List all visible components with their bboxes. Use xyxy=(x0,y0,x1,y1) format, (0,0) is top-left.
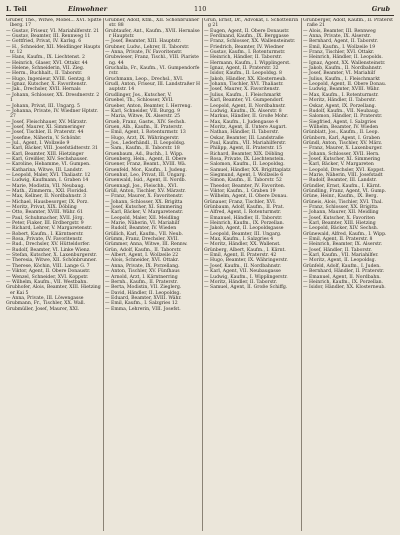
directory-entry: — Ignaz, Agent, II. Praterstr. 32 xyxy=(204,66,279,72)
directory-entry: — Jakob, Agent, II. Leopoldsgasse xyxy=(204,226,284,232)
directory-entry: — Ludwig, Kaufm., I. Wipplingerstr. xyxy=(204,274,288,280)
directory-entry: Grueber, Anton, Beamter, I. Herreng. xyxy=(105,103,192,109)
directory-entry: Gründl, Anton, Tischler, XV. März. xyxy=(303,140,383,146)
directory-entry: — Franz, Maurer, X. Laxenburger. xyxy=(303,146,383,152)
directory-entry: — Oskar, Beamter, III. Landstraße xyxy=(204,135,284,141)
directory-entry: Grünberger, Adolf, Kaufm., II. Praterstraße 21 xyxy=(303,18,393,29)
directory-entry: — Ludwig, Kaufmann, I. Graben 14 xyxy=(6,178,89,184)
directory-entry: Grümmer, Anna, Witwe, III. Rennw. xyxy=(105,242,188,248)
directory-entry: Gruchalla, Fr., Kaufm., VI. Gumpendorferstr. xyxy=(105,66,200,77)
directory-entry: — Johann, Schlosser, XX. Dresdnerstr. 21 xyxy=(6,92,100,104)
directory-entry: — Emil, Agent, II. Praterstr. 42 xyxy=(204,253,277,259)
directory-entry: — Rudolf, Beamter, III. Landstr. xyxy=(303,178,377,184)
directory-entry: — Rud., Drechsler, XV. Hütteldorfer. xyxy=(6,242,91,248)
column-3 xyxy=(204,18,300,531)
directory-entry: — Viktor, Agent, II. Obere Donaustr. xyxy=(6,269,91,275)
directory-entry: Grüne, Heinr., Kaufm., IX. Berg. xyxy=(303,194,378,200)
directory-entry: — Marie, Näherin, VI. Mariahilf xyxy=(105,221,180,227)
directory-entry: — H., Schneider, XII. Meidlinger Hauptstr. 12 xyxy=(6,44,101,56)
directory-entry: — Johanna, Private, IV. Wiedner Hptstr. 27 xyxy=(6,108,99,120)
directory-entry: Gruber, The., Witwe, Möbel... XVI. Spittelberg. 17 xyxy=(6,18,102,29)
directory-entry: — Eugen, Agent, II. Obere Donaustr. xyxy=(204,28,290,34)
directory-entry: Grümm, Franz, Drechsler, XVII. xyxy=(105,237,179,243)
directory-entry: — Rudolf, Kaufm., VII. Neubaug. xyxy=(303,108,380,114)
directory-entry: — Sam., Kaufm., II. Taborstr. 18 xyxy=(105,146,180,152)
directory-entry: — Franz, Maurer, X. Favoritenstr. xyxy=(105,194,184,200)
directory-entry: Grubner, Ludw., Lehrer, II. Taborstr. xyxy=(105,44,190,50)
directory-entry: — David, Händler, II. Leopoldsg. xyxy=(105,290,181,296)
directory-entry: — Anton, Tischler, XV. Fünfhaus xyxy=(105,269,180,275)
directory-entry: — Oskar, Agent, IX. Porzellang. xyxy=(303,103,377,109)
directory-entry: — Gottfried, Privat, IV. Karlsg. 6 xyxy=(6,39,82,45)
directory-entry: — Emma, Lehrerin, VIII. Josefst. xyxy=(105,306,181,312)
directory-entry: — Ludwig, Kaufm., IX. Alserstr. 8 xyxy=(204,108,282,114)
directory-entry: Gruen, Alb., Kaufm., II. Praterstr. xyxy=(105,124,183,130)
directory-entry: — Ferdinand, Kaufm., IX. Berggasse xyxy=(204,34,289,40)
directory-entry: — Wilhelm, Beamter, IV. Wieden xyxy=(303,124,379,130)
directory-entry: — Helene, Schneiderin, VII. Zieg. xyxy=(6,66,85,72)
directory-entry: — Johann, Maurer, XII. Meidling xyxy=(303,210,379,216)
directory-entry: — Josef, Beamter, XIII. Hauptstr. xyxy=(105,39,182,45)
directory-entry: Grünfeld, Adolf, Kaufm., I. Juden. xyxy=(303,263,381,269)
directory-entry: Gruener, Franz, Beamt., XVIII. Wä. xyxy=(105,162,187,168)
directory-entry: — Moritz, Händler, XX. Wallenst. xyxy=(204,242,281,248)
directory-entry: — Max, Kellner, II. Nordbahnstr. 3 xyxy=(6,194,87,200)
directory-entry: — Isidor, Kaufm., II. Leopoldsg. 8 xyxy=(204,71,282,77)
directory-entry: — Heinrich, Kaufm., IX. Porzellan. xyxy=(303,279,383,285)
directory-entry: — Katharina, Witwe, III. Landstr. xyxy=(6,167,83,173)
directory-entry: — Theresia, Witwe, XII. Schönbrunner. xyxy=(6,258,97,264)
directory-entry: — Wilhelm, Kaufm., VII. Westbahn. xyxy=(6,279,88,285)
directory-entry: — Arnold, Arzt, I. Kärntnerring xyxy=(105,274,178,280)
directory-entry: Gründler, Ernst, Kaufm., I. Kärnt. xyxy=(303,183,382,189)
directory-entry: — Jakob, Kaufm., II. Nordbahnstr. xyxy=(303,66,383,72)
directory-entry: — Rudolf, Beamter, VI. Linke Wienz. xyxy=(6,247,91,253)
directory-entry: — Moritz, Händler, II. Taborstr. xyxy=(204,279,278,285)
directory-entry: — Emil, Kaufm., I. Wollzeile 19 xyxy=(303,44,376,50)
directory-entry: Grubhofer, Alois, Beamter, XIII. Hietzinger Kai 5 xyxy=(6,285,101,296)
directory-entry: — Anna, Private, III. Löwengasse xyxy=(6,295,84,301)
directory-entry: — Marie, Näherin, VIII. Josefstadt xyxy=(303,172,383,178)
directory-entry: — Johann, Schlosser, XX. Brigitta xyxy=(105,199,183,205)
directory-entry: Gruennagl, Jos., Fleischh., XVI. xyxy=(105,183,178,189)
directory-entry: — Stefan, Kutscher, X. Laxenburgerstr. xyxy=(6,253,97,259)
directory-entry: — Emanuel, Händler, II. Taborstr. xyxy=(204,215,283,221)
directory-entry: — Paul, Schuhmacher, XVII. Jörg. xyxy=(6,215,84,221)
directory-entry: Gruebel, Th., Schlosser, XVII. xyxy=(105,98,174,104)
directory-entry: — Rosa, Private, IX. Liechtenstein. xyxy=(204,156,285,162)
directory-entry: — Maria, Witwe, IX. Alserstr. 25 xyxy=(105,114,181,120)
directory-entry: — Josef, Kutscher, XI. Simmering xyxy=(303,156,381,162)
directory-entry: Grün, Adolf, Kaufm., II. Taborstr. xyxy=(105,247,182,253)
directory-entry: — Karl, Bäcker, VIII. Josefstädterstr. 31 xyxy=(6,146,98,152)
part-label: I. Teil xyxy=(6,5,27,13)
directory-entry: Grudl, Anton, Friseur, III. Landstraßer Hauptstr. 14 xyxy=(105,82,201,93)
directory-entry: — Karl, Beamter, XIII. Hietzing xyxy=(303,221,376,227)
directory-entry: — Karl, Beamter, XIII. Hietzinger xyxy=(6,151,84,157)
directory-entry: — Josef, Kutscher, X. Favoriten xyxy=(303,215,375,221)
directory-entry: — Leopold, Beamter, III. Ungarg. xyxy=(204,231,282,237)
directory-entry: — Wenzel, Schneider, XVI. Koppstr. xyxy=(6,274,89,280)
directory-entry: — Herm., Buchhalt., II. Taborstr. xyxy=(6,71,83,77)
directory-entry: Gruchmann, Leop., Drechsl., XVI. xyxy=(105,76,184,82)
directory-entry: — Salomon, Kaufm., II. Leopoldsg. xyxy=(204,162,285,168)
directory-entry: — Siegfried, Agent, I. Salzgries xyxy=(303,119,377,125)
directory-entry: — Karl, Bäcker, V. Margareten xyxy=(303,162,374,168)
directory-entry: — Max, Kaufm., I. Salzgries 4 xyxy=(204,237,274,243)
directory-entry: Grüll, Anton, Tischler, XV. Märzstr. xyxy=(105,189,186,194)
directory-entry: — Rudolf, Beamter, IV. Wieden xyxy=(105,226,177,232)
directory-entry: — Johann, Tischler, XVI. Thaliastr. xyxy=(204,82,284,88)
directory-entry: — Berta, Modistin, VII. Zieglerg. xyxy=(105,285,182,291)
directory-entry: — Julius, Kaufm., I. Fleischmarkt xyxy=(204,92,281,98)
directory-entry: — Karl, Bäcker, V. Margaretenstr. xyxy=(105,210,184,216)
directory-entry: Gruenfeld, Mor., Kaufm., I. Judeng. xyxy=(105,167,187,173)
directory-entry: — Robert, Kaufm., I. Kärntnerstr. xyxy=(6,231,84,237)
directory-entry: — Simon, Kaufm., II. Taborstr. 52 xyxy=(204,178,282,184)
directory-entry: — Richard, Beamter, XIX. Döbling xyxy=(204,151,284,157)
directory-entry: — Isidor, Händler, XX. Klosterneub. xyxy=(303,285,386,291)
directory-entry: — Jos., Lederhändl., II. Leopoldsg. xyxy=(105,140,186,146)
directory-entry: Grubwieser, Franz, Tischl., VIII. Piaristeng. 44 xyxy=(105,55,199,66)
directory-entry: — Samuel, Agent, II. Große Schiffg. xyxy=(204,285,288,291)
directory-entry: — Theodor, Beamter, IV. Favoriten. xyxy=(204,183,286,189)
directory-entry: — Therese, Köchin, VIII. Lange G. 7 xyxy=(6,263,90,269)
directory-entry: — Josef, Maurer, XI. Simmeringer xyxy=(6,124,85,130)
directory-entry: — Marie, Modistin, VII. Neubaug. xyxy=(6,183,85,189)
directory-entry: Grudlinger, Jos., Kutscher, V. xyxy=(105,92,172,98)
directory-entry: — Otto, Beamter, XVIII. Währ. 61 xyxy=(6,210,83,216)
directory-entry: — Moritz, Agent, II. Untere Augart. xyxy=(204,124,287,130)
directory-entry: Grüllich, Karl, Kaufm., VII. Neub. xyxy=(105,231,183,237)
directory-entry: Grubmann, Fr., Tischler, XX. Wall. xyxy=(6,301,86,307)
page-header xyxy=(6,5,394,14)
directory-entry: — Josefine, Näherin, V. Schönbr. xyxy=(6,135,82,141)
directory-entry: — Franz, Schlosser, XX. Brigitta xyxy=(303,205,378,211)
directory-entry: — Emil, Agent, II. Praterstr. 8 xyxy=(303,237,373,243)
directory-entry: Grueb, Franz, Gastw., XIV. Sechsh. xyxy=(105,119,186,125)
directory-entry: — Johann, Schlosser, XVII. Hern. xyxy=(303,151,380,157)
directory-entry: — Heinrich, Beamter, IX. Alserstr. xyxy=(303,242,383,248)
section-heading-left: Einwohner xyxy=(68,5,108,13)
directory-entry: — Josef, Maurer, X. Favoritenstr. xyxy=(204,87,280,93)
directory-entry: — Hans, Kaufm., IX. Liechtenst. 2 xyxy=(6,55,85,61)
directory-entry: — Albert, Agent, I. Wollzeile 22 xyxy=(105,253,179,259)
header-rule xyxy=(6,15,394,16)
directory-entry: — Julius, Kaufm., I. Fleischmarkt xyxy=(303,76,380,82)
directory-entry: — Leopold, Bäcker, XIV. Sechsh. xyxy=(303,226,379,232)
directory-entry: Gründling, Franz, Agent, VI. Gump. xyxy=(303,189,387,194)
directory-entry: Grünewald, Alfred, Kaufm., I. Wipp. xyxy=(303,231,387,237)
directory-entry: — Gustav, Friseur, VI. Mariahilferstr. 21 xyxy=(6,28,100,34)
directory-entry: — Ludwig, Beamter, XVIII. Währ. xyxy=(303,87,380,93)
directory-entry: — Anna, Private, IX. Alserstr. xyxy=(303,34,371,40)
directory-entry: — Anna, Private, IV. Favoritenstr. xyxy=(105,50,183,56)
column-divider xyxy=(103,18,104,531)
page-number: 110 xyxy=(194,5,207,13)
directory-entry: — Friedrich, Beamter, IV. Wiedner xyxy=(204,44,284,50)
directory-entry: — Math., Zimmerm., XXI. Floridsd. xyxy=(6,189,88,194)
directory-entry: — Jak., Drechsler, XVII. Hernals xyxy=(6,87,81,93)
directory-entry: — Bernhard, Händler, II. Praterstr. xyxy=(303,269,385,275)
directory-entry: — Josef, Kaufm., II. Nordbahnstr. xyxy=(204,263,282,269)
directory-entry: — Josef, Beamter, VI. Mariahilf xyxy=(303,71,376,77)
directory-entry: — Gustav, Beamter, III. Rennweg 11 xyxy=(6,34,91,40)
directory-entry: — Ignaz, Agent, XX. Wallensteinstr. xyxy=(303,60,386,66)
directory-entry: — Moritz, Händler, II. Taborstr. xyxy=(303,98,377,104)
directory-entry: — Salomon, Händler, II. Praterstr. xyxy=(303,114,383,120)
directory-entry: — Wilhelm, Agent, II. Obere Donau. xyxy=(204,194,288,200)
directory-entry: — Josef, Kutscher, XI. Simmering xyxy=(105,205,183,211)
directory-entry: — Heinrich, Händler, II. Leopolds. xyxy=(303,55,383,61)
directory-entry: — Bernh., Kaufm., II. Praterstr. xyxy=(105,279,178,285)
directory-entry: — Leopold, Agent, II. Nordbahnstr. xyxy=(204,103,286,109)
directory-entry: — Philipp, Agent, II. Praterstr. 15 xyxy=(204,146,283,152)
directory-entry: — Emanuel, Agent, II. Nordbahn. xyxy=(303,274,381,280)
directory-entry: — Moritz, Privat, XIX. Döbling xyxy=(6,205,77,211)
directory-entry: Gruenberg, Hein., Agent, II. Obere xyxy=(105,156,187,162)
directory-entry: — Alois, Schneider, XVI. Ottakr. xyxy=(105,258,179,264)
directory-entry: — Bernhard, Agent, II. Taborstr. xyxy=(303,39,379,45)
directory-entry: — Hermann, Kaufm., I. Wipplingerst. xyxy=(204,60,291,66)
directory-entry: — Karl, Greißler, XIV. Sechshauser. xyxy=(6,156,88,162)
directory-entry: — Heinrich, Kaufm., IX. Porzellan. xyxy=(204,221,284,227)
directory-entry: Gruenhut, Leo, Privat, III. Ungarg. xyxy=(105,172,186,178)
directory-entry: — Nathan, Händler, II. Taborstr. xyxy=(204,130,279,136)
directory-entry: — Anna, Private, IX. Porzellang. xyxy=(105,263,180,269)
directory-entry: — Hugo, Ingenieur, XVIII. Gentzg. 8 xyxy=(6,76,91,82)
directory-entry: — Franz, Tischler, XVI. Ottakr. xyxy=(303,50,375,56)
directory-entry: — Leopold, Maler, XVI. Thaliastr. 12 xyxy=(6,172,91,178)
directory-entry: — Johann, Privat, III. Ungarg. 5 xyxy=(6,103,80,109)
directory-entry: — Josef, Händler, II. Taborstr. xyxy=(303,247,372,253)
directory-entry: — Josef, Tischler, II. Praterstr. 44 xyxy=(6,130,84,136)
directory-entry: Grubmüller, Josef, Maurer, XXI. xyxy=(6,306,80,312)
directory-entry: — Leopold, Drechsler, XVI. Koppst. xyxy=(303,167,385,173)
directory-entry: — Paul, Kaufm., VII. Mariahilferstr. xyxy=(204,140,287,146)
directory-entry: — Leopold, Maler, XII. Meidling xyxy=(105,215,180,221)
directory-entry: — Leopold, Agent, II. Obere Donau. xyxy=(303,82,387,88)
directory-entry: — Karl, Schneider, VII. Burgg. 9 xyxy=(105,108,181,114)
directory-entry: — Karoline, Hebamme, VI. Gumpen. xyxy=(6,162,91,168)
directory-entry: — Josef, Fleischhauer, XV. Märzstr. xyxy=(6,119,88,125)
directory-entry: — Gustav, Kaufm., I. Rotenturmstr. xyxy=(204,50,286,56)
directory-entry: — Rosa, Private, IV. Favoritenstr. xyxy=(6,237,83,243)
directory-entry: — Jul., Agent, I. Wollzeile 9 xyxy=(6,140,70,146)
directory-entry: — Heinrich, Händler, II. Taborstr. xyxy=(204,55,283,61)
directory-entry: — Hugo, Beamter, IX. Währingerstr. xyxy=(204,258,288,264)
directory-entry: Gruenbaum, Ad., Buchh., I. Wipp. xyxy=(105,151,184,157)
directory-entry: Grünborn, Karl, Agent, I. Graben xyxy=(303,135,380,141)
directory-entry: Grünblatt, Jos., Kaufm., II. Leop. xyxy=(303,130,379,136)
directory-entry: — Moritz, Agent, II. Leopoldsg. xyxy=(303,258,377,264)
directory-entry: — Markus, Händler, II. Große Mohr. xyxy=(204,114,289,120)
directory-entry: — Alois, Beamter, III. Rennweg xyxy=(303,28,376,34)
directory-entry: — Siegmund, Agent, I. Wollzeile 6 xyxy=(204,172,284,178)
column-2 xyxy=(105,18,201,531)
directory-entry: — Karl, Agent, VII. Neubaugasse xyxy=(204,269,281,275)
directory-entry: — Max, Kaufm., I. Judengasse 4 xyxy=(204,119,279,125)
directory-entry: — Karl, Kaufm., VII. Mariahilfer. xyxy=(303,253,379,259)
directory-entry: — Emil, Agent, I. Rotenturmstr. 13 xyxy=(105,130,186,136)
column-divider xyxy=(202,18,203,531)
directory-entry: — Jakob, Händler, XX. Klosterneub. xyxy=(204,76,287,82)
directory-entry: Grünauer, Franz, Tischler, XVI. xyxy=(204,199,277,205)
directory-entry: — Alfred, Agent, I. Rotenturmstr. xyxy=(204,210,282,216)
directory-entry: Gruenwald, Isid., Agent, II. Nordb. xyxy=(105,178,187,184)
directory-entry: — Viktor, Kaufm., I. Graben 19 xyxy=(204,189,276,194)
column-1 xyxy=(6,18,102,531)
directory-entry: — Karl, Beamter, VI. Gumpendorf. xyxy=(204,98,284,104)
directory-entry: Grünbaum, Adolf, Kaufm., II. Prat. xyxy=(204,205,285,211)
directory-entry: Grüneis, Alois, Tischler, XVI. Thal. xyxy=(303,199,383,205)
directory-entry: — Ignaz, Kutscher, X. Favoritenstr. xyxy=(6,82,87,88)
directory-entry: — Samuel, Händler, XX. Brigittaplatz xyxy=(204,167,291,173)
directory-entry: — Heinrich, Glaser, XVI. Ottakr. 44 xyxy=(6,60,88,66)
directory-entry: — Michael, Hausbesorger, IX. Porz. xyxy=(6,199,89,205)
directory-entry: — Max, Kaufm., I. Rotenturmstr. xyxy=(303,92,379,98)
directory-entry: — Emil, Kaufm., I. Salzgries 12 xyxy=(105,301,178,307)
directory-entry: Grubner, Adolf, Ktm., XII. Schönbrunnerstr. 88 xyxy=(105,18,200,29)
column-divider xyxy=(301,18,302,531)
column-4 xyxy=(303,18,395,531)
directory-entry: — Peter, Fiaker, III. Erdbergstr. 9 xyxy=(6,221,84,227)
directory-entry: — Richard, Lehrer, V. Margaretenstr. xyxy=(6,226,93,232)
directory-entry: — Hugo, Arzt, IX. Währingerstr. xyxy=(105,135,180,141)
directory-entry: Grünberg, Albert, Kaufm., I. Kärnt. xyxy=(204,247,286,253)
directory-entry: — Franz, Schlosser, XX. Wallensteinstr. xyxy=(204,39,296,45)
directory-entry: Grün, Ernst, Dr., Advokat, I. Schottenring 21 xyxy=(204,18,299,29)
directory-entry: Grubtaufer, Ant., Kaufm., XVII. Hernalser Hauptstr. xyxy=(105,28,200,40)
directory-entry: — Eduard, Beamter, XVIII. Währ. xyxy=(105,295,182,301)
section-heading-right: Grub xyxy=(371,5,390,13)
